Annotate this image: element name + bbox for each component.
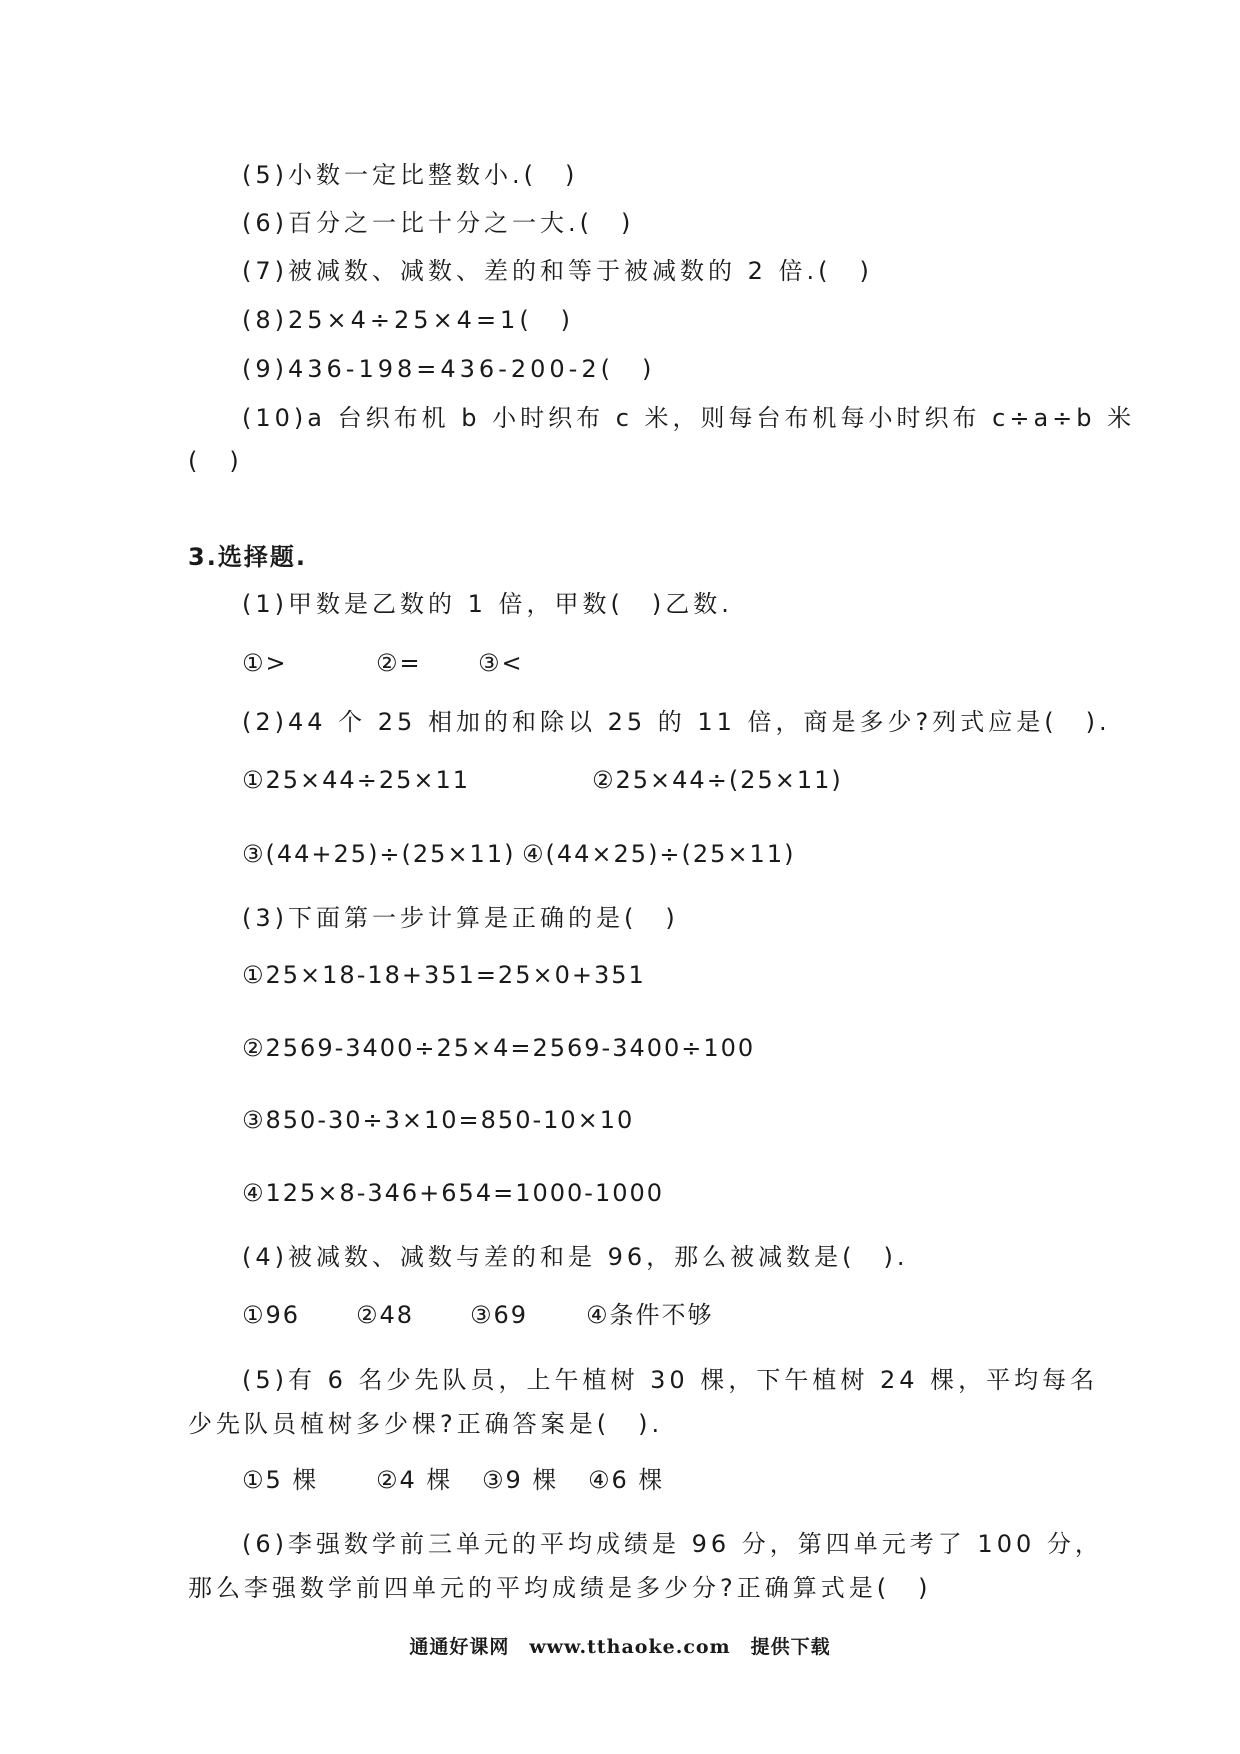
q2-option-4: ④(44×25)÷(25×11) (522, 840, 796, 868)
q5-option-1: ①5 棵 (242, 1466, 319, 1494)
q1-option-2: ②= (376, 649, 422, 677)
q4-option-3: ③69 (470, 1301, 529, 1329)
q3-option-4: ④125×8-346+654=1000-1000 (242, 1179, 665, 1207)
q3-text: (3)下面第一步计算是正确的是( ) (242, 904, 679, 932)
q5-option-3: ③9 棵 (482, 1466, 559, 1494)
q4-text: (4)被减数、减数与差的和是 96，那么被减数是( ). (242, 1243, 909, 1271)
tf-item-10-line2: ( ) (188, 447, 243, 475)
q5-option-2: ②4 棵 (376, 1466, 453, 1494)
q1-option-1: ①> (242, 649, 288, 677)
q1-text: (1)甲数是乙数的 1 倍，甲数( )乙数. (242, 590, 733, 618)
q2-text: (2)44 个 25 相加的和除以 25 的 11 倍，商是多少?列式应是( ). (242, 708, 1111, 736)
q6-line1: (6)李强数学前三单元的平均成绩是 96 分，第四单元考了 100 分， (242, 1530, 1103, 1558)
q4-option-2: ②48 (356, 1301, 415, 1329)
tf-item-6: (6)百分之一比十分之一大.( ) (242, 209, 635, 237)
q5-line2: 少先队员植树多少棵?正确答案是( ). (188, 1410, 664, 1438)
q4-option-4: ④条件不够 (586, 1301, 714, 1329)
tf-item-7: (7)被减数、减数、差的和等于被减数的 2 倍.( ) (242, 257, 873, 285)
q2-option-1: ①25×44÷25×11 (242, 766, 470, 794)
tf-item-10-line1: (10)a 台织布机 b 小时织布 c 米，则每台布机每小时织布 c÷a÷b 米 (242, 404, 1136, 432)
q5-option-4: ④6 棵 (588, 1466, 665, 1494)
q3-option-2: ②2569-3400÷25×4=2569-3400÷100 (242, 1034, 756, 1062)
q2-option-2: ②25×44÷(25×11) (592, 766, 843, 794)
page-footer: 通通好课网 www.tthaoke.com 提供下载 (409, 1636, 831, 1658)
q4-option-1: ①96 (242, 1301, 301, 1329)
tf-item-5: (5)小数一定比整数小.( ) (242, 161, 579, 189)
q3-option-3: ③850-30÷3×10=850-10×10 (242, 1106, 635, 1134)
section-3-title: 3.选择题. (188, 543, 307, 571)
q2-option-3: ③(44+25)÷(25×11) (242, 840, 516, 868)
q3-option-1: ①25×18-18+351=25×0+351 (242, 961, 646, 989)
q5-line1: (5)有 6 名少先队员，上午植树 30 棵，下午植树 24 棵，平均每名 (242, 1366, 1099, 1394)
tf-item-9: (9)436-198=436-200-2( ) (242, 355, 656, 383)
tf-item-8: (8)25×4÷25×4=1( ) (242, 306, 575, 334)
q1-option-3: ③< (478, 649, 524, 677)
q6-line2: 那么李强数学前四单元的平均成绩是多少分?正确算式是( ) (188, 1574, 932, 1602)
